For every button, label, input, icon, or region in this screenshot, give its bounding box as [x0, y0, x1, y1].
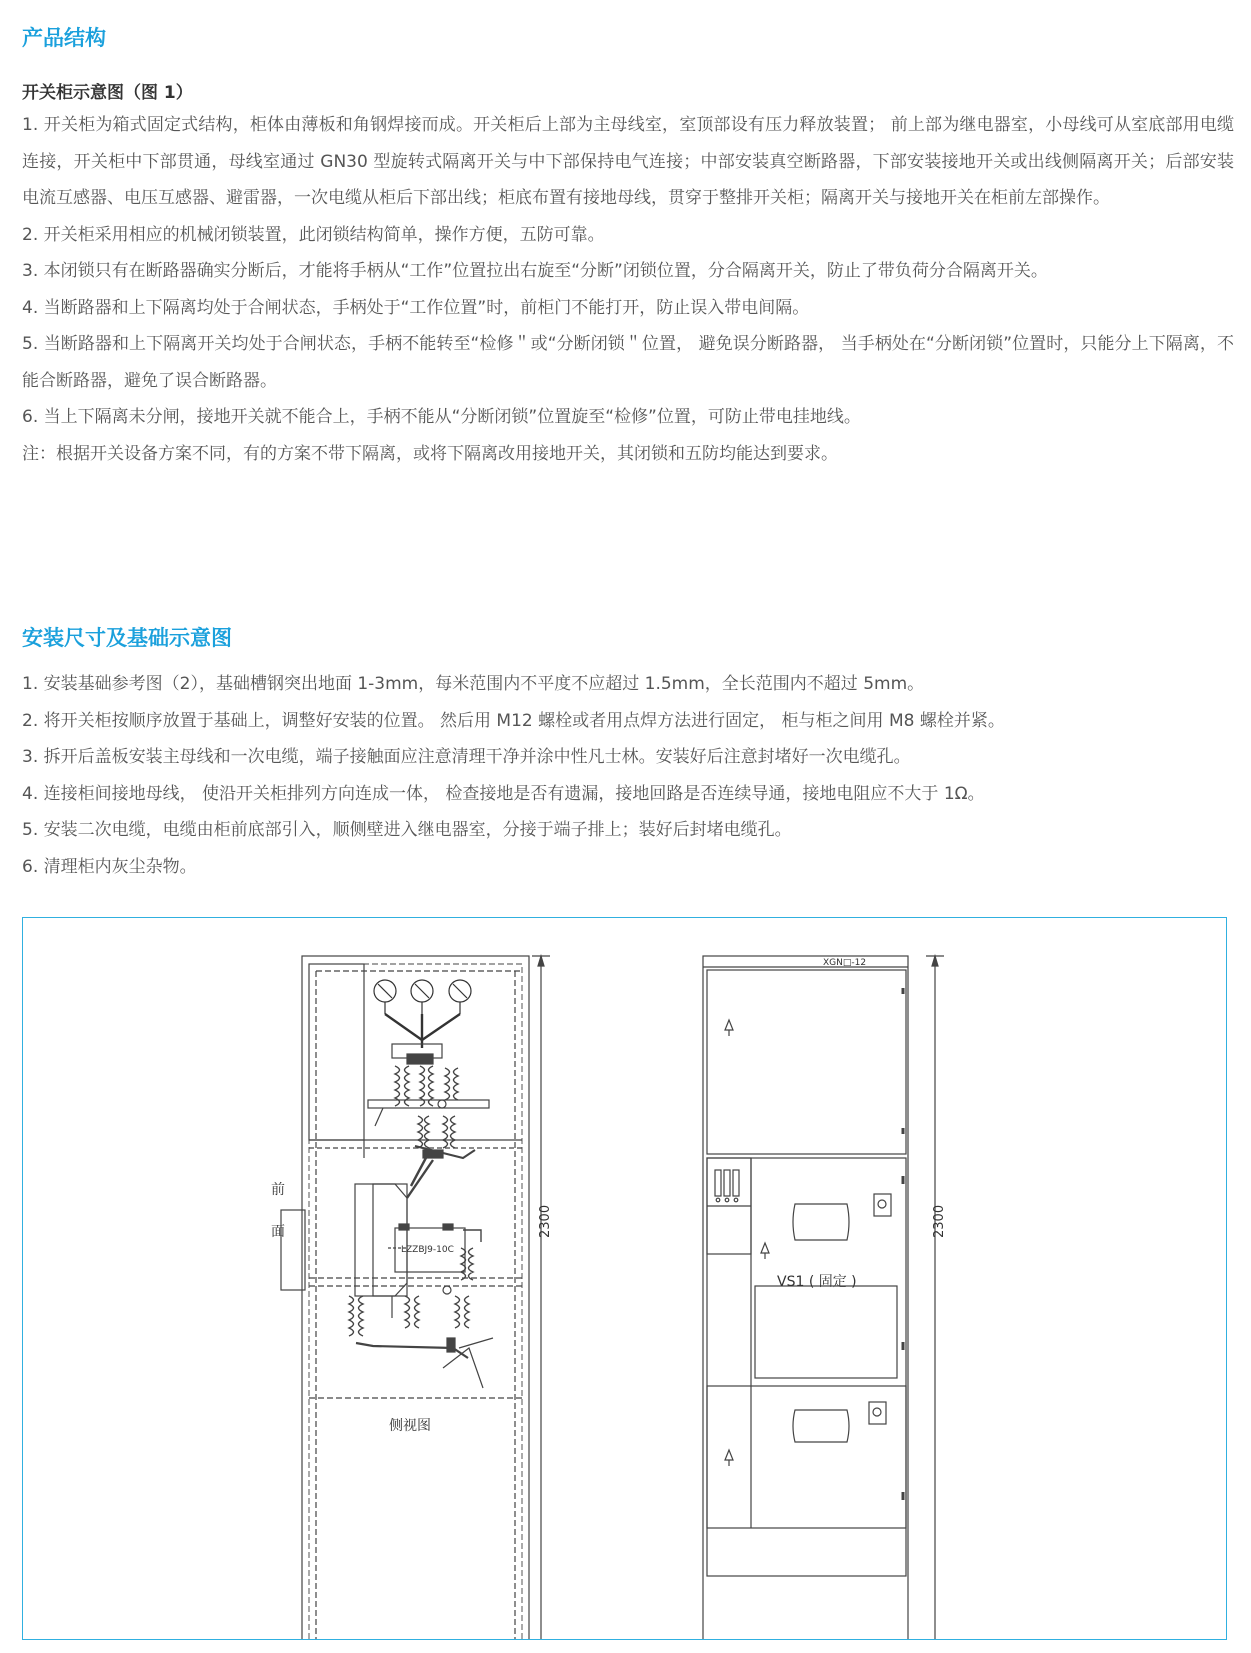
paragraph: 4. 当断路器和上下隔离均处于合闸状态，手柄处于“工作位置”时，前柜门不能打开，防止误入带电间隔。 [22, 297, 810, 318]
paragraph: 1. 安装基础参考图（2），基础槽钢突出地面 1-3mm，每米范围内不平度不应超过 1.5mm，全长范围内不超过 5mm。 [22, 674, 925, 694]
section-title-installation: 安装尺寸及基础示意图 [22, 626, 232, 650]
front-label-1: 前 [271, 1182, 285, 1198]
section-title-product-structure: 产品结构 [22, 26, 106, 50]
front-view [703, 956, 944, 1639]
front-handle-panel [281, 1210, 305, 1290]
paragraph: 2. 开关柜采用相应的机械闭锁装置，此闭锁结构简单，操作方便，五防可靠。 [22, 224, 605, 245]
side-height-dimension: 2300 [538, 1204, 553, 1238]
paragraph: 4. 连接柜间接地母线， 使沿开关柜排列方向连成一体， 检查接地是否有遗漏，接地回路是否连续导通，接地电阻应不大于 1Ω。 [22, 783, 985, 804]
product-structure-text [22, 107, 1234, 472]
front-cabinet-outline [703, 956, 908, 1639]
vacuum-breaker [373, 1184, 407, 1296]
paragraph: 2. 将开关柜按顺序放置于基础上，调整好安装的位置。 然后用 M12 螺栓或者用点焊方法进行固定， 柜与柜之间用 M8 螺栓并紧。 [22, 710, 1005, 731]
breaker-model-label: VS1 ( 固定 ) [777, 1274, 857, 1290]
light-bulb-icon [874, 1194, 891, 1216]
paragraph: 1. 开关柜为箱式固定式结构，柜体由薄板和角钢焊接而成。开关柜后上部为主母线室，室顶部设有压力释放装置； 前上部为继电器室，小母线可从室底部用电缆连接，开关柜中下部贯通，母线室通过 GN30 型旋转式隔离开关与中下部保持电气连接；中部安装真空断路器，下部安装接地开关或出线侧隔离开关；后部安装电流互感器、电压互感器、避雷器，一次电缆从柜后下部出线；柜底布置有接地母线，贯穿于整排开关柜；隔离开关与接地开关在柜前左部操作。 [22, 115, 1234, 208]
installation-text [22, 666, 1234, 885]
switchgear-drawing [23, 918, 1226, 1639]
breaker-window [793, 1204, 849, 1240]
paragraph: 5. 安装二次电缆，电缆由柜前底部引入，顺侧壁进入继电器室，分接于端子排上；装好后封堵电缆孔。 [22, 820, 792, 840]
upper-door [707, 970, 906, 1154]
installation-diagram-frame [22, 917, 1227, 1640]
paragraph: 5. 当断路器和上下隔离开关均处于合闸状态，手柄不能转至“检修＂或“分断闭锁＂位置， 避免误分断路器， 当手柄处在“分断闭锁”位置时，只能分上下隔离，不能合断路器，避免了误合断路器。 [22, 334, 1234, 391]
side-view [281, 956, 550, 1639]
paragraph: 6. 当上下隔离未分闸，接地开关就不能合上，手柄不能从“分断闭锁”位置旋至“检修”位置，可防止带电挂地线。 [22, 407, 861, 427]
front-height-dimension: 2300 [932, 1204, 947, 1238]
subtitle-switchgear-diagram: 开关柜示意图（图 1） [22, 83, 193, 103]
front-label-2: 面 [271, 1224, 285, 1240]
note: 注：根据开关设备方案不同，有的方案不带下隔离，或将下隔离改用接地开关，其闭锁和五防均能达到要求。 [22, 443, 838, 464]
light-bulb-icon [869, 1402, 886, 1424]
lower-window [793, 1410, 849, 1442]
paragraph: 6. 清理柜内灰尘杂物。 [22, 856, 197, 877]
breaker-compartment [755, 1286, 897, 1378]
relay-compartment [309, 964, 364, 1140]
paragraph: 3. 本闭锁只有在断路器确实分断后，才能将手柄从“工作”位置拉出右旋至“分断”闭锁位置，分合隔离开关，防止了带负荷分合隔离开关。 [22, 261, 1048, 281]
front-model-label: XGN□-12 [823, 958, 867, 968]
side-view-caption: 侧视图 [389, 1418, 431, 1434]
ct-model-label: LZZBJ9-10C [401, 1245, 454, 1255]
paragraph: 3. 拆开后盖板安装主母线和一次电缆，端子接触面应注意清理干净并涂中性凡士林。安装好后注意封堵好一次电缆孔。 [22, 747, 911, 767]
